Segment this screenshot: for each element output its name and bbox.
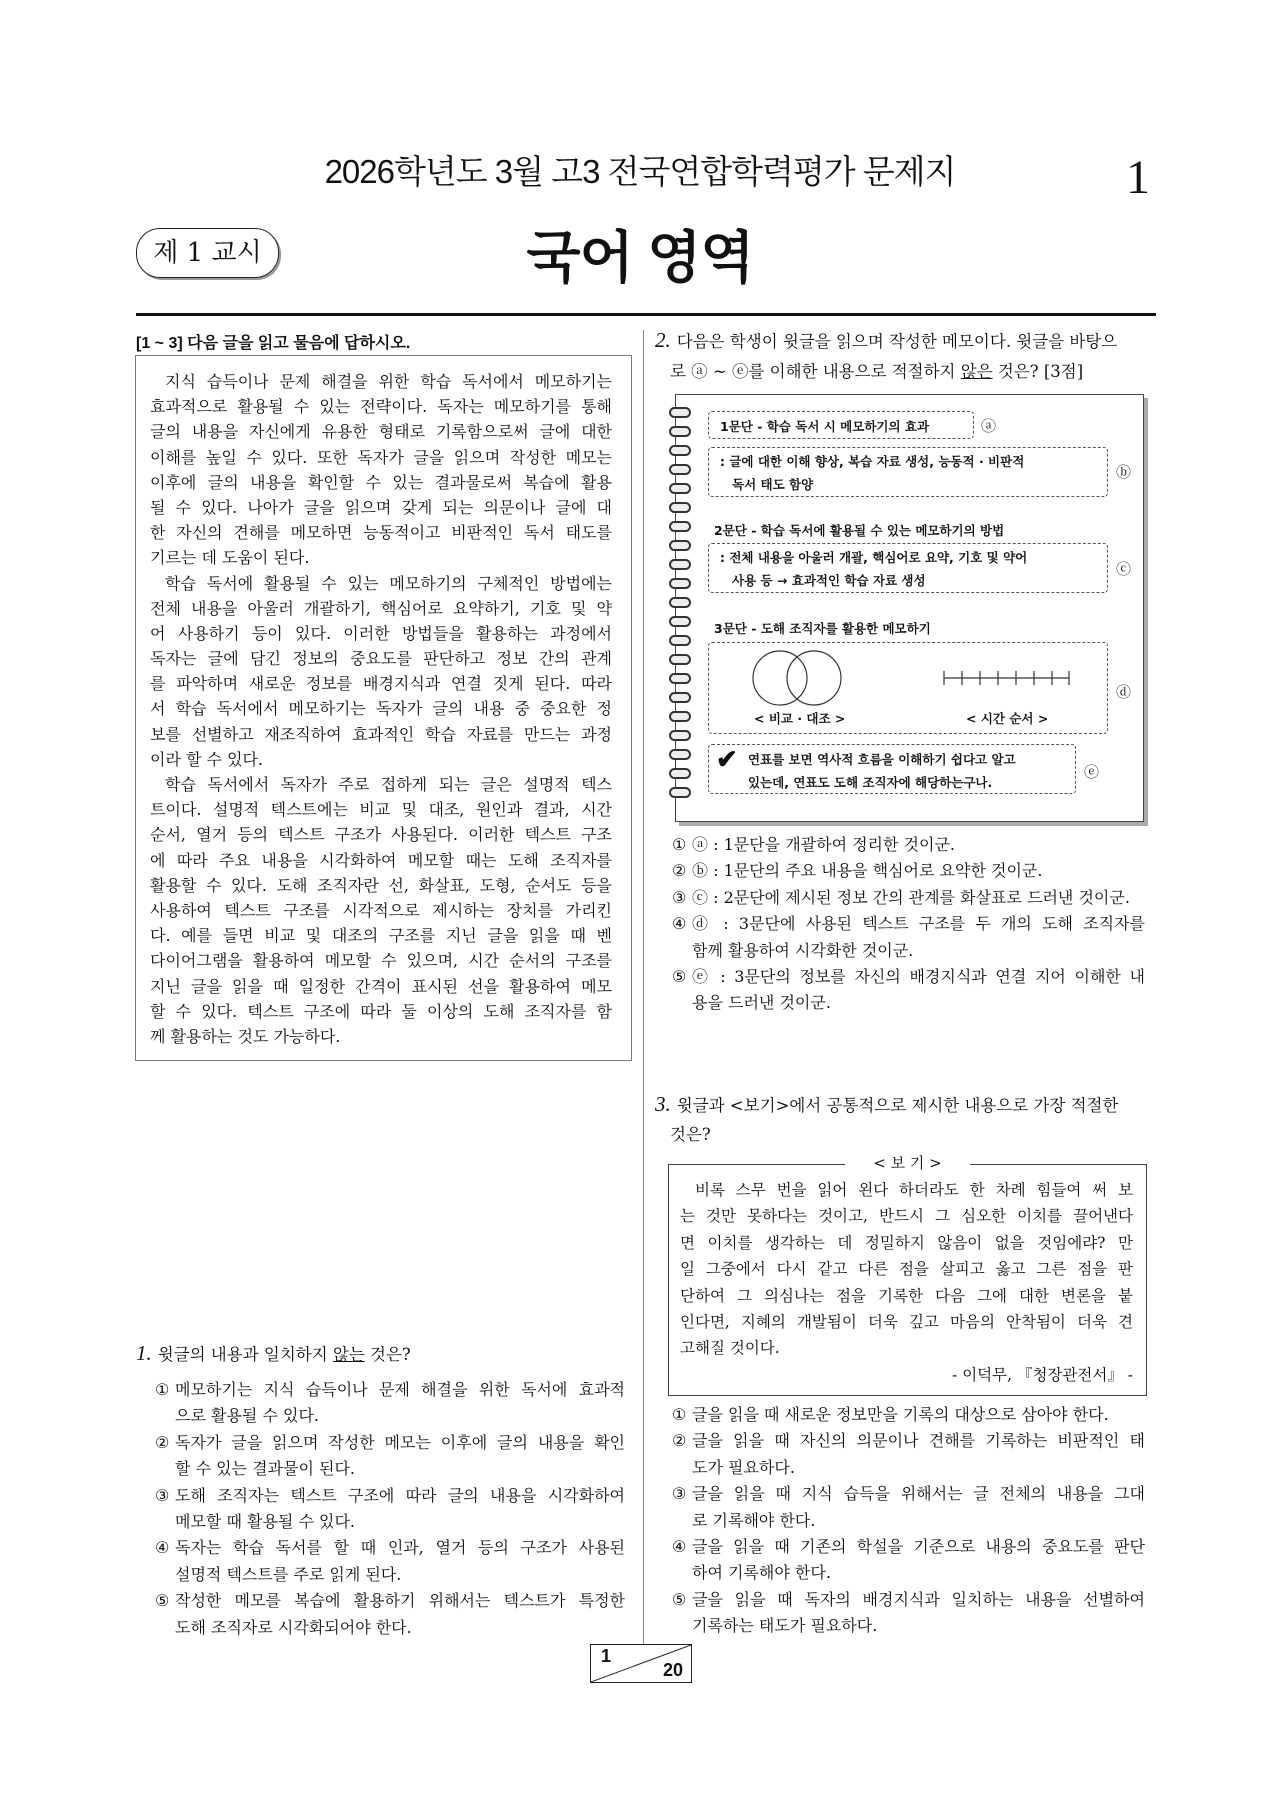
memo-b-line: : 글에 대한 이해 향상, 복습 자료 생성, 능동적 · 비판적 [720,454,1025,469]
option-text-line: 작성한 메모를 복습에 활용하기 위해서는 텍스트가 특정한 [175,1591,625,1611]
option-number: ⑤ [672,966,687,986]
passage-line: 다이어그램을 활용하여 메모할 수 있으며, 시간 순서의 구조를 [150,951,612,971]
page-indicator [590,1644,692,1683]
stem-underlined: 않는 [332,1345,365,1364]
passage-line: 독자는 글에 담긴 정보의 중요도를 판단하고 정보 간의 관계 [150,649,612,669]
bogi-text [680,1177,1133,1388]
marker-b: ⓑ [1116,463,1132,481]
spiral-ring-icon [669,654,691,665]
spiral-ring-icon [669,540,691,551]
answer-option[interactable] [672,885,1145,911]
option-text-line: ⓑ : 1문단의 주요 내용을 핵심어로 요약한 것이군. [692,861,1043,881]
passage-text [150,369,612,1049]
option-text-line: ⓒ : 2문단에 제시된 정보 간의 관계를 화살표로 드러낸 것이군. [692,887,1130,907]
venn-circle-right [787,651,841,705]
spiral-ring-icon [669,464,691,475]
option-text-line: 글을 읽을 때 지식 습득을 위해서는 글 전체의 내용을 그대 [692,1484,1145,1504]
option-text-line: 글을 읽을 때 자신의 의문이나 견해를 기록하는 비판적인 태 [692,1431,1145,1451]
answer-option[interactable] [155,1535,625,1588]
answer-option[interactable] [672,1534,1145,1587]
answer-option[interactable] [672,911,1145,964]
option-text-line: 도해 조직자는 텍스트 구조에 따라 글의 내용을 시각화하여 [175,1485,625,1505]
option-text-line: 하여 기록해야 한다. [692,1563,831,1583]
column-divider [643,330,644,1645]
memo-b-line: 독서 태도 함양 [732,477,814,492]
option-number: ④ [672,1536,687,1556]
memo-c-line: : 전체 내용을 아울러 개괄, 핵심어로 요약, 기호 및 약어 [720,550,1028,565]
spiral-ring-icon [669,407,691,418]
spiral-ring-icon [669,730,691,741]
memo-e-line: 있는데, 연표도 도해 조직자에 해당하는구나. [748,775,993,790]
passage-line: 기르는 데 도움이 된다. [150,548,310,568]
passage-line: 학습 독서에 활용될 수 있는 메모하기의 구체적인 방법에는 [165,573,612,593]
option-number: ② [672,1431,687,1451]
passage-line: 전체 내용을 아울러 개괄하기, 핵심어로 요약하기, 기호 및 약 [150,598,612,618]
passage-line: 이라 할 수 있다. [150,749,264,769]
stem-text: 윗글과 <보기>에서 공통적으로 제시한 내용으로 가장 적절한 [676,1096,1119,1115]
option-text-line: 용을 드러낸 것이군. [692,993,831,1013]
timeline-label: < 시간 순서 > [966,711,1049,726]
passage-line: 에 따라 주요 내용을 시각화하여 메모할 때는 도해 조직자를 [150,850,612,870]
answer-option[interactable] [672,964,1145,1017]
answer-option[interactable] [672,832,1145,858]
passage-line: 사용하여 텍스트 구조를 시각적으로 제시하는 장치를 가리킨 [150,900,612,920]
bogi-title: < 보 기 > [845,1152,970,1173]
bogi-line: 단하여 그 의심나는 점을 기록한 다음 그에 대한 변론을 붙 [680,1286,1133,1305]
venn-circle-left [753,651,807,705]
option-text-line: 도해 조직자로 시각화되어야 한다. [175,1617,412,1637]
subject-title: 국어 영역 [526,226,754,289]
checkmark-icon: ✔ [716,745,738,775]
option-number: ① [672,1405,687,1424]
spiral-ring-icon [669,711,691,722]
answer-option[interactable] [672,1587,1145,1640]
memo-e-line: 연표를 보면 역사적 흐름을 이해하기 쉽다고 알고 [748,752,1016,767]
answer-option[interactable] [672,1402,1145,1428]
spiral-ring-icon [669,749,691,760]
stem-underlined: 않은 [960,362,993,381]
spiral-ring-icon [669,502,691,513]
spiral-ring-icon [669,578,691,589]
option-text-line: 독자가 글을 읽으며 작성한 메모는 이후에 글의 내용을 확인 [175,1432,625,1452]
option-number: ② [672,861,687,881]
spiral-ring-icon [669,559,691,570]
passage-line: 이후에 글의 내용을 확인할 수 있는 결과물로써 복습에 활용 [150,472,612,492]
header-rule [136,313,1156,316]
answer-option[interactable] [672,1428,1145,1481]
option-number: ⑤ [672,1589,687,1609]
option-number: ⑤ [155,1591,170,1611]
answer-option[interactable] [155,1588,625,1641]
question-3-options [672,1402,1145,1640]
exam-title: 2026학년도 3월 고3 전국연합학력평가 문제지 [324,153,956,190]
passage-line: 학습 독서에서 독자가 주로 접하게 되는 글은 설명적 텍스 [165,775,612,794]
option-number: ④ [672,914,687,934]
passage-line: 보를 선별하고 재조직하여 효과적인 학습 자료를 만드는 과정 [150,724,612,744]
option-text-line: 도가 필요하다. [692,1457,795,1477]
marker-e: ⓔ [1084,763,1100,781]
current-page: 1 [601,1646,612,1666]
spiral-ring-icon [669,445,691,456]
passage-line: 한 자신의 견해를 메모하면 능동적이고 비판적인 독서 태도를 [150,523,612,543]
option-text-line: ⓐ : 1문단을 개괄하여 정리한 것이군. [692,835,956,854]
stem-text: 것은? [364,1345,411,1364]
passage-line: 될 수 있다. 나아가 글을 읽으며 갖게 되는 의문이나 글에 대 [150,497,612,517]
bogi-line: 는 것만 못하다는 것이고, 반드시 그 심오한 이치를 끌어낸다 [680,1207,1133,1226]
option-number: ④ [155,1538,170,1558]
question-number: 2. [655,328,671,352]
timeline-icon [944,671,1069,685]
marker-d: ⓓ [1116,683,1132,701]
page-number: 1 [1126,151,1150,204]
option-number: ② [155,1432,170,1452]
answer-option[interactable] [672,858,1145,884]
option-text-line: 글을 읽을 때 독자의 배경지식과 일치하는 내용을 선별하여 [692,1589,1145,1609]
answer-option[interactable] [672,1481,1145,1534]
question-1-options [155,1377,625,1641]
passage-line: 께 활용하는 것도 가능하다. [150,1026,341,1046]
spiral-ring-icon [669,426,691,437]
passage-line: 를 파악하며 새로운 정보를 배경지식과 연결 짓게 된다. 따라 [150,674,612,694]
spiral-ring-icon [669,521,691,532]
spiral-ring-icon [669,483,691,494]
passage-line: 활용할 수 있다. 도해 조직자란 선, 화살표, 도형, 순서도 등을 [150,875,612,895]
bogi-source: - 이덕무, 『청장관전서』 - [952,1365,1133,1384]
passage-line: 지닌 글을 읽을 때 일정한 간격이 표시된 선을 활용하여 메모 [150,976,612,996]
instruction: [1 ~ 3] 다음 글을 읽고 물음에 답하시오. [136,335,411,352]
option-text-line: ⓓ : 3문단에 사용된 텍스트 구조를 두 개의 도해 조직자를 [692,914,1145,934]
bogi-line: 인다면, 지혜의 개발됨이 더욱 깊고 마음의 안착됨이 더욱 견 [680,1312,1133,1331]
spiral-ring-icon [669,635,691,646]
answer-option[interactable] [155,1377,625,1430]
passage-line: 순서, 열거 등의 텍스트 구조가 사용된다. 이러한 텍스트 구조 [150,825,612,845]
option-text-line: 설명적 텍스트를 주로 읽게 된다. [175,1564,402,1584]
memo-a-text: 1문단 - 학습 독서 시 메모하기의 효과 [720,419,930,434]
option-number: ③ [672,887,687,907]
passage-line: 지식 습득이나 문제 해결을 위한 학습 독서에서 메모하기는 [165,372,612,391]
passage-line: 다. 예를 들면 비교 및 대조의 구조를 지닌 글을 읽을 때 벤 [150,926,612,946]
option-number: ① [672,835,687,854]
passage-line: 어 사용하기 등이 있다. 이러한 방법들을 활용하는 과정에서 [150,623,612,643]
answer-option[interactable] [155,1483,625,1536]
venn-label: < 비교 · 대조 > [754,711,846,726]
option-text-line: 메모하기는 지식 습득이나 문제 해결을 위한 독서에 효과적 [175,1380,625,1399]
passage-line: 서 학습 독서에서 메모하기는 독자가 글의 내용 중 중요한 정 [150,699,612,719]
question-number: 3. [655,1092,671,1116]
bogi-line: 고해질 것이다. [680,1339,780,1358]
memo-heading-2: 2문단 - 학습 독서에 활용될 수 있는 메모하기의 방법 [714,523,1005,538]
passage-line: 할 수 있다. 텍스트 구조에 따라 둘 이상의 도해 조직자를 함 [150,1001,612,1021]
spiral-ring-icon [669,597,691,608]
option-text-line: 로 기록해야 한다. [692,1510,816,1530]
marker-c: ⓒ [1116,560,1132,578]
spiral-ring-icon [669,616,691,627]
passage-line: 효과적으로 활용될 수 있는 전략이다. 독자는 메모하기를 통해 [150,397,612,417]
bogi-line: 일 그중에서 다시 같고 다른 점을 살피고 옳고 그른 점을 판 [680,1260,1133,1279]
option-number: ③ [155,1485,170,1505]
total-pages: 20 [662,1660,683,1680]
bogi-line: 비록 스무 번을 읽어 왼다 하더라도 한 차례 힘들여 써 보 [695,1181,1133,1199]
option-text-line: ⓔ : 3문단의 정보를 자신의 배경지식과 연결 지어 이해한 내 [692,966,1145,986]
spiral-ring-icon [669,768,691,779]
stem-text: 것은? [3점] [992,362,1084,381]
stem-text: 다음은 학생이 윗글을 읽으며 작성한 메모이다. 윗글을 바탕으 [676,332,1118,351]
option-number: ① [155,1380,170,1399]
question-2-stem-line1 [655,328,1145,353]
option-number: ③ [672,1484,687,1504]
question-1-stem [136,1341,411,1366]
memo-notebook [675,394,1144,822]
option-text-line: 글을 읽을 때 기존의 학설을 기준으로 내용의 중요도를 판단 [692,1536,1145,1556]
passage-line: 트이다. 설명적 텍스트에는 비교 및 대조, 원인과 결과, 시간 [150,800,612,820]
question-3-stem-line1 [655,1092,1145,1117]
question-3-stem-line2: 것은? [670,1125,711,1144]
stem-text: 윗글의 내용과 일치하지 [157,1345,333,1364]
spiral-ring-icon [669,787,691,798]
option-text-line: 할 수 있는 결과물이 된다. [175,1459,355,1479]
question-2-options [672,832,1145,1017]
spiral-ring-icon [669,692,691,703]
option-text-line: 글을 읽을 때 새로운 정보만을 기록의 대상으로 삼아야 한다. [692,1405,1109,1424]
option-text-line: 기록하는 태도가 필요하다. [692,1616,878,1636]
answer-option[interactable] [155,1430,625,1483]
spiral-ring-icon [669,673,691,684]
passage-line: 이해를 높일 수 있다. 또한 독자가 글을 읽으며 작성한 메모는 [150,447,612,467]
memo-c-line: 사용 등 → 효과적인 학습 자료 생성 [732,573,926,588]
bogi-line: 면 이치를 생각하는 데 정밀하지 않음이 없을 것임에랴? 만 [680,1233,1133,1252]
memo-heading-3: 3문단 - 도해 조직자를 활용한 메모하기 [714,621,931,636]
option-text-line: 함께 활용하여 시각화한 것이군. [692,940,914,960]
stem-text: 로 ⓐ ~ ⓔ를 이해한 내용으로 적절하지 [670,362,961,381]
marker-a: ⓐ [981,417,997,435]
option-text-line: 메모할 때 활용될 수 있다. [175,1511,355,1531]
option-text-line: 으로 활용될 수 있다. [175,1406,319,1426]
option-text-line: 독자는 학습 독서를 할 때 인과, 열거 등의 구조가 사용된 [175,1538,625,1558]
question-2-stem-line2 [670,358,1083,382]
question-number: 1. [136,1341,152,1365]
passage-line: 글의 내용을 자신에게 유용한 형태로 기록함으로써 글에 대한 [150,422,612,442]
period-badge: 제 1 교시 [136,228,279,278]
